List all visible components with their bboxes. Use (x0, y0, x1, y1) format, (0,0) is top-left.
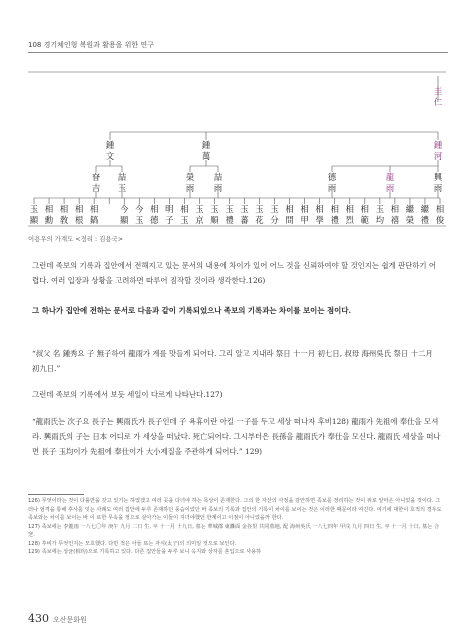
bottom-node-14-c2: 蕃 (240, 215, 249, 225)
bottom-node-9-c2: 子 (165, 215, 174, 225)
mid-node-1-c2: 玉 (117, 183, 127, 193)
mid-node-0-c2: 吉 (91, 183, 101, 193)
bottom-node-24-c2: 禧 (390, 215, 400, 225)
figure-caption: 이용우의 가계도 <정리 : 김용국> (28, 235, 124, 243)
mid-node-5-c1: 龍 (385, 172, 395, 182)
top-node-3-c2: 河 (433, 151, 443, 161)
mid-node-6-c1: 興 (433, 172, 443, 182)
bottom-node-26-c1: 繼 (420, 204, 430, 214)
running-header: 108 경기체인형 복원과 활용을 위한 연구 (28, 41, 154, 49)
bottom-node-3-c2: 根 (74, 215, 84, 225)
bottom-node-14-c1: 玉 (240, 204, 249, 214)
bottom-node-23-c1: 玉 (375, 204, 385, 214)
footnote-128: 128) 후비가 무엇인지는 모호했다. 다만 적은 아들 또는 자식(太子)의 의미일 것으로 보인다. (28, 540, 237, 547)
footnote-rule (28, 494, 84, 495)
bottom-node-2-c1: 相 (59, 204, 69, 214)
bottom-node-10-c1: 相 (180, 204, 189, 214)
bottom-node-9-c1: 明 (165, 204, 174, 214)
mid-node-3-c2: 雨 (213, 183, 223, 193)
top-node-2-c1: 鍾 (201, 140, 211, 150)
header-rule (28, 52, 448, 53)
mid-node-5-c2: 雨 (385, 183, 395, 193)
page-number: 430 (28, 612, 49, 625)
bottom-node-22-c2: 範 (360, 215, 369, 225)
paragraph-1: 그런데 족보의 기록과 집안에서 전해지고 있는 문서의 내용에 차이가 있어 어느 것을 신뢰하여야 할 것인지는 쉽게 판단하기 어렵다. 여러 입장과 상황을 고려하면 따루어 짐작할 것이라 생각한다.126) (32, 261, 437, 285)
bottom-node-12-c2: 順 (210, 215, 219, 225)
bottom-node-0-c1: 玉 (29, 204, 39, 214)
bottom-node-16-c1: 玉 (270, 204, 279, 214)
footnotes (28, 497, 444, 557)
bottom-node-23-c2: 均 (375, 215, 385, 225)
bottom-node-27-c1: 相 (435, 204, 445, 214)
bottom-node-15-c1: 玉 (255, 204, 264, 214)
bottom-node-27-c2: 俊 (435, 215, 445, 225)
bottom-node-3-c1: 相 (74, 204, 84, 214)
bottom-node-8-c2: 德 (150, 215, 159, 225)
mid-node-0-c1: 眘 (91, 172, 101, 182)
bottom-node-12-c1: 玉 (210, 204, 219, 214)
bottom-node-18-c1: 相 (300, 204, 309, 214)
bottom-node-10-c2: 玉 (180, 215, 189, 225)
bottom-node-2-c2: 敎 (59, 215, 69, 225)
bottom-node-21-c1: 相 (345, 204, 354, 214)
bottom-node-4-c2: 鎬 (89, 215, 99, 225)
bottom-node-17-c1: 相 (285, 204, 294, 214)
bottom-node-25-c1: 繼 (405, 204, 415, 214)
bottom-node-13-c2: 禮 (225, 215, 234, 225)
bottom-node-19-c2: 學 (315, 215, 324, 225)
quote-1: “叔父 名 鍾秀요 子 無子하여 龍雨가 계를 맛들게 되어다. 그리 알고 지내라 祭日 十一月 初七日, 叔母 海州吳氏 祭日 十二月 初九日.” (32, 349, 433, 373)
genealogy-diagram (28, 66, 446, 230)
bottom-node-11-c1: 玉 (195, 204, 204, 214)
bottom-node-18-c2: 甲 (300, 215, 309, 225)
bottom-node-17-c2: 問 (285, 215, 294, 225)
footer-title: 오산문화원 (53, 616, 87, 624)
bottom-node-20-c2: 禮 (330, 215, 339, 225)
bottom-node-6-c1: 今 (120, 204, 129, 214)
bottom-node-15-c2: 花 (255, 215, 264, 225)
mid-node-4-c2: 雨 (327, 183, 337, 193)
bottom-node-25-c2: 榮 (405, 215, 415, 225)
mid-node-4-c1: 德 (327, 172, 337, 182)
quote-2: “龍雨氏는 次子요 長子는 興雨氏가 長子인데 子 욕휴이란 아킬 一子를 두고 세상 떠나자 후비128) 龍雨가 先祖에 奉仕을 모셔라. 興雨氏의 子는 日本 어디로 가 세상을 떠났다. 死亡되어다. 그시부터은 長孫을 龍雨氏가 奉仕을 모신다. 龍雨氏 세상을 떠나면 長子 玉均이가 先祖에 奉仕이가 大小제질을 주관하게 되어다.” 129) (32, 417, 441, 456)
top-node-0-c2: 仁 (433, 97, 443, 107)
top-node-1-c2: 文 (105, 151, 115, 161)
footnote-129: 129) 족보에는 상균(相均)으로 기록하고 있다. 다른 집안들을 두루 보니 옥지와 상자를 혼입으로 사용하 (28, 549, 262, 555)
bottom-node-6-c2: 顯 (120, 215, 129, 225)
bottom-node-0-c2: 顯 (29, 215, 39, 225)
bottom-node-8-c1: 相 (150, 204, 159, 214)
bottom-node-24-c1: 相 (390, 204, 400, 214)
footnote-127: 127) 족보에는 李龍雨 一八七〇年 庚午 九月 二日 生, 卒 十一月 十九日, 墓는 華城郡 東灘面 金谷里 共同墓地, 配 海州吳氏 一八七四年 甲戌 九月 四日 生, 卒 十一月 十日, 墓는 合窆. (28, 523, 440, 538)
mid-node-3-c1: 喆 (213, 172, 223, 182)
mid-node-6-c2: 雨 (433, 183, 443, 193)
bottom-node-22-c1: 相 (360, 204, 369, 214)
mid-node-1-c1: 喆 (117, 172, 127, 182)
bottom-node-19-c1: 相 (315, 204, 324, 214)
bottom-node-11-c2: 京 (195, 215, 204, 225)
bottom-node-1-c2: 勳 (44, 215, 54, 225)
footnote-126: 126) 무엇이라는 것이 다룰만을 갖고 있기는 하였겠고 여러 곳을 다녀야 하는 목상이 존재한다. 그의 한 자산의 사정을 감안하면 족보를 정리하는 것이 위로 앞마은 아니었을 것이다. 그러나 엄격을 통해 후사를 잇는 사례도 여러 집안에 두루 존재하던 풍습이었던 바 족보의 기록과 집안의 기록이 차이를 보이는 것은 이러한 때문이라 여긴다. 여기에 대한이 호적의 경우도 족보와는 차이를 보이는 바 이 또한 무속을 정으로 살아가는 이들이 지녀야했던 한계이고 이점이 아니었을까 한다. (28, 498, 442, 521)
genealogy-tree (28, 66, 446, 230)
bottom-node-26-c2: 禮 (420, 215, 430, 225)
paragraph-2: 그 하나가 집안에 전하는 문서로 다음과 같이 기록되었으나 족보의 기록과는 차이를 보이는 점이다. (32, 306, 352, 315)
bottom-node-16-c2: 分 (270, 215, 279, 225)
bottom-node-7-c1: 今 (135, 204, 144, 214)
top-node-2-c2: 萬 (201, 151, 211, 161)
mid-node-2-c1: 榮 (185, 172, 195, 182)
page-footer (28, 612, 87, 625)
bottom-node-21-c2: 烈 (345, 215, 354, 225)
bottom-node-4-c1: 相 (89, 204, 99, 214)
top-node-1-c1: 鍾 (105, 140, 115, 150)
paragraph-3: 그런데 족보의 기록에서 보듯 세일이 다르게 나타난다.127) (32, 390, 223, 399)
bottom-node-7-c2: 玉 (135, 215, 144, 225)
bottom-node-1-c1: 相 (44, 204, 54, 214)
top-node-0-c1: 圭 (433, 86, 443, 96)
bottom-node-20-c1: 相 (330, 204, 339, 214)
mid-node-2-c2: 雨 (185, 183, 195, 193)
bottom-node-13-c1: 玉 (225, 204, 234, 214)
top-node-3-c1: 鍾 (433, 140, 443, 150)
